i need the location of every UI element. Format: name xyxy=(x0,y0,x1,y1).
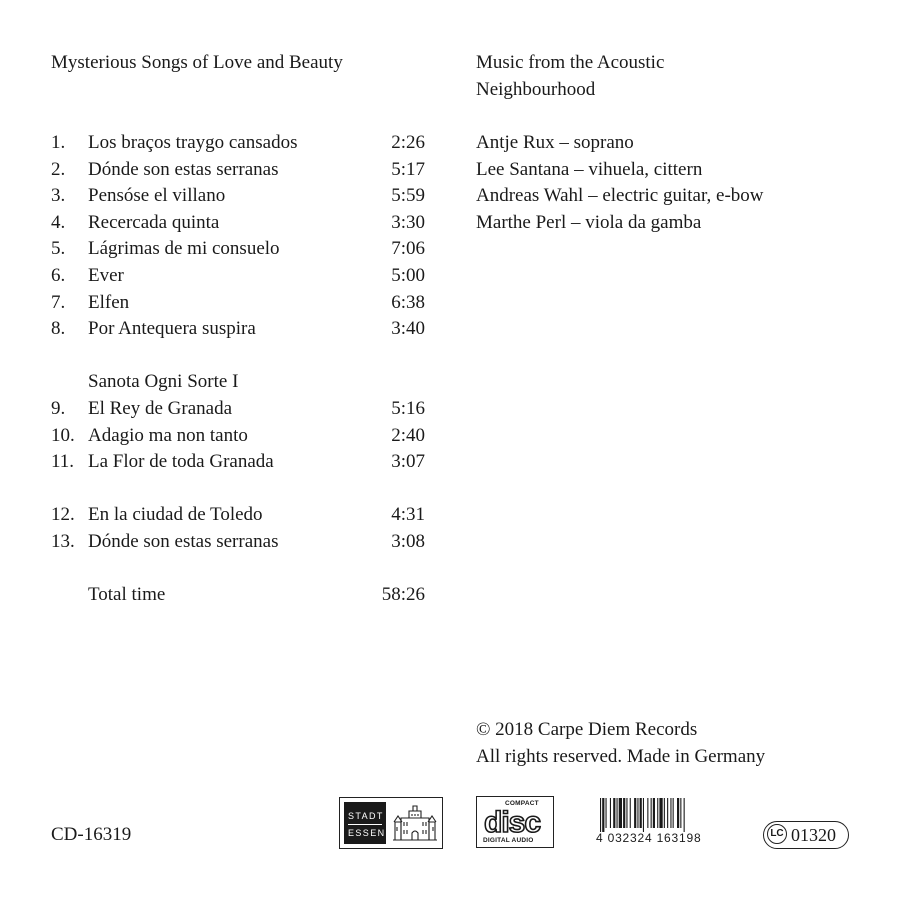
barcode-bar xyxy=(640,798,642,828)
spacer xyxy=(51,556,431,583)
disc-compact-text: COMPACT xyxy=(505,800,539,807)
track-title: Lágrimas de mi consuelo xyxy=(88,238,280,260)
track-row xyxy=(51,502,431,529)
barcode-bar xyxy=(606,798,607,828)
stadt-text: STADT xyxy=(348,811,384,821)
castle-icon xyxy=(392,802,438,844)
disc-word-text: disc xyxy=(484,807,541,835)
barcode-bar xyxy=(637,798,638,828)
stadt-essen-wordmark xyxy=(344,802,386,844)
track-number: 8. xyxy=(51,318,66,340)
suite-title: Sanota Ogni Sorte I xyxy=(88,371,239,393)
track-title: Los braços traygo cansados xyxy=(88,132,298,153)
catalog-number: CD-16319 xyxy=(51,824,132,845)
track-list xyxy=(51,130,431,609)
track-duration: 7:06 xyxy=(391,238,425,260)
barcode-bar xyxy=(670,798,671,828)
track-row xyxy=(51,449,431,476)
track-title: Elfen xyxy=(88,291,130,313)
barcode-bar xyxy=(643,798,644,832)
performer-credit: Andreas Wahl – electric guitar, e-bow xyxy=(476,185,764,207)
barcode-bar xyxy=(619,798,622,828)
track-number: 6. xyxy=(51,264,66,286)
track-number: 9. xyxy=(51,397,66,419)
track-duration: 3:40 xyxy=(391,318,425,340)
track-row xyxy=(51,423,431,450)
track-duration: 3:30 xyxy=(391,211,425,233)
track-duration: 2:26 xyxy=(391,132,425,153)
track-title: Dónde son estas serranas xyxy=(88,158,279,180)
barcode-bar xyxy=(684,798,685,832)
barcode-bar xyxy=(626,798,627,828)
compact-disc-logo xyxy=(476,796,554,848)
track-number: 2. xyxy=(51,158,66,180)
track-row xyxy=(51,157,431,184)
track-row xyxy=(51,263,431,290)
tagline-line: Music from the Acoustic xyxy=(476,52,665,73)
track-duration: 3:08 xyxy=(391,530,425,552)
performer-list xyxy=(476,130,764,236)
track-title: En la ciudad de Toledo xyxy=(88,504,263,526)
total-time-row xyxy=(51,582,431,609)
spacer xyxy=(51,343,431,370)
track-number: 11. xyxy=(51,451,75,473)
track-title: Recercada quinta xyxy=(88,211,220,233)
barcode-bar xyxy=(647,798,648,828)
suite-heading-row xyxy=(51,369,431,396)
track-duration: 4:31 xyxy=(391,504,425,526)
track-row xyxy=(51,396,431,423)
total-time-label: Total time xyxy=(88,584,166,606)
stadt-essen-logo xyxy=(339,797,443,849)
tagline xyxy=(476,50,776,103)
lc-circle-icon: LC xyxy=(767,824,787,844)
track-number: 12. xyxy=(51,504,75,526)
track-title: Por Antequera suspira xyxy=(88,318,256,340)
track-row xyxy=(51,210,431,237)
copyright-notice xyxy=(476,717,765,770)
label-code-badge xyxy=(763,821,849,849)
track-title: Pensóse el villano xyxy=(88,185,226,207)
track-duration: 5:59 xyxy=(391,185,425,207)
track-duration: 3:07 xyxy=(391,451,425,473)
track-title: Dónde son estas serranas xyxy=(88,530,279,552)
barcode-bar xyxy=(602,798,604,832)
barcode-bar xyxy=(600,798,601,832)
barcode-bar xyxy=(623,798,625,828)
track-number: 10. xyxy=(51,424,75,446)
total-time-value: 58:26 xyxy=(381,584,425,606)
track-title: Ever xyxy=(88,264,124,286)
barcode-bar xyxy=(617,798,618,828)
barcode xyxy=(596,798,716,850)
label-code-number: 01320 xyxy=(791,825,836,845)
track-number: 1. xyxy=(51,132,66,153)
spacer xyxy=(51,476,431,503)
barcode-bar xyxy=(653,798,655,828)
barcode-number: 4 032324 163198 xyxy=(596,831,702,845)
disc-wordmark-icon xyxy=(483,807,547,835)
track-duration: 5:16 xyxy=(391,397,425,419)
essen-text: ESSEN xyxy=(348,824,382,839)
track-row xyxy=(51,130,431,157)
track-number: 13. xyxy=(51,530,75,552)
track-row xyxy=(51,183,431,210)
barcode-bar xyxy=(630,798,631,828)
barcode-bars-icon xyxy=(596,798,716,832)
barcode-bar xyxy=(651,798,652,828)
track-duration: 2:40 xyxy=(391,424,425,446)
barcode-bar xyxy=(680,798,681,828)
copyright-line: All rights reserved. Made in Germany xyxy=(476,745,766,767)
barcode-bar xyxy=(657,798,658,828)
tagline-line: Neighbourhood xyxy=(476,78,596,100)
track-number: 4. xyxy=(51,211,66,233)
track-number: 7. xyxy=(51,291,66,313)
barcode-bar xyxy=(677,798,679,828)
barcode-bar xyxy=(610,798,611,828)
track-duration: 5:00 xyxy=(391,264,425,286)
track-number: 3. xyxy=(51,185,66,207)
barcode-bar xyxy=(664,798,665,828)
track-row xyxy=(51,529,431,556)
disc-digital-audio-text: DIGITAL AUDIO xyxy=(483,837,534,844)
track-duration: 6:38 xyxy=(391,291,425,313)
track-duration: 5:17 xyxy=(391,158,425,180)
track-row xyxy=(51,290,431,317)
performer-credit: Marthe Perl – viola da gamba xyxy=(476,211,702,233)
track-row xyxy=(51,236,431,263)
barcode-bar xyxy=(634,798,636,828)
track-title: El Rey de Granada xyxy=(88,397,233,419)
track-row xyxy=(51,316,431,343)
barcode-bar xyxy=(667,798,668,828)
track-title: Adagio ma non tanto xyxy=(88,424,248,446)
performer-credit: Lee Santana – vihuela, cittern xyxy=(476,158,703,180)
barcode-bar xyxy=(613,798,615,828)
track-title: La Flor de toda Granada xyxy=(88,451,274,473)
track-number: 5. xyxy=(51,238,66,260)
performer-credit: Antje Rux – soprano xyxy=(476,132,634,153)
copyright-line: © 2018 Carpe Diem Records xyxy=(476,719,698,740)
album-title: Mysterious Songs of Love and Beauty xyxy=(51,52,343,73)
barcode-bar xyxy=(659,798,662,828)
barcode-bar xyxy=(673,798,674,828)
